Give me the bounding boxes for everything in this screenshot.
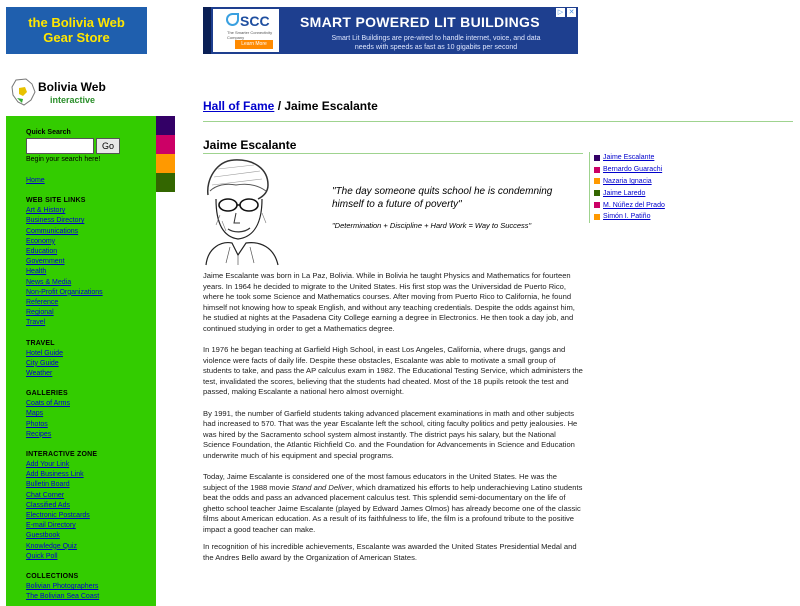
- nav-link-business-directory[interactable]: Business Directory: [26, 217, 85, 225]
- square-bullet-icon: [594, 155, 600, 161]
- nav-link-non-profit[interactable]: Non-Profit Organizations: [26, 288, 103, 296]
- scc-logo-icon: [226, 13, 239, 26]
- gear-banner-line2: Gear Store: [43, 30, 110, 45]
- page-title: Jaime Escalante: [203, 138, 297, 152]
- ad-learn-more-button[interactable]: Learn More: [235, 40, 273, 49]
- divider: [203, 121, 793, 122]
- quick-search-go-button[interactable]: Go: [96, 138, 120, 154]
- breadcrumb-hall-of-fame[interactable]: Hall of Fame: [203, 99, 275, 113]
- square-bullet-icon: [594, 167, 600, 173]
- site-logo[interactable]: [10, 78, 115, 112]
- logo-title: Bolivia Web: [38, 80, 106, 94]
- nav-link-weather[interactable]: Weather: [26, 370, 53, 378]
- nav-link-education[interactable]: Education: [26, 248, 58, 256]
- related-link-jaime-escalante[interactable]: Jaime Escalante: [603, 154, 655, 162]
- related-item: [594, 152, 699, 164]
- related-people-list: [589, 152, 699, 223]
- nav-link-hotel-guide[interactable]: Hotel Guide: [26, 349, 63, 357]
- nav-link-recipes[interactable]: Recipes: [26, 430, 52, 438]
- nav-link-bolivian-photographers[interactable]: Bolivian Photographers: [26, 583, 99, 591]
- article-paragraph: Today, Jaime Escalante is considered one of the most famous educators in the United States. He was the subject of the 1988 movie Stand and Deliver, which dramatized his efforts to help underachieving Latino students beat the odds and pass an advanced placement calculus test. This splendid semi-documentary on the life of ghetto school teacher Jaime Escalante (played by Edward James Olmos) has already become one of the classic films about American education. As a result of its faithfulness to life, the film is a profound tribute to the positive impact a good teacher can make.: [203, 472, 583, 534]
- breadcrumb-current: Jaime Escalante: [284, 99, 378, 113]
- related-link-nazaria-ignacia[interactable]: Nazaria Ignacia: [603, 177, 652, 185]
- related-link-bernardo-guarachi[interactable]: Bernardo Guarachi: [603, 166, 663, 174]
- related-link-jaime-laredo[interactable]: Jaime Laredo: [603, 189, 646, 197]
- article-paragraph: Jaime Escalante was born in La Paz, Bolivia. While in Bolivia he taught Physics and Mathematics for fourteen years. In 1964 he decided to migrate to the United States. His first stop was the Universidad de Puerto Rico, where he took some Science and Mathematics courses. After moving from Puerto Rico to California, he found himself not knowing how to speak English, and without any teaching credentials. Despite the odds against him, he studied at nights at the Pasadena City College earning a degree in Electronics. He then took a day job, and continued studying in order to get a Mathematics degree.: [203, 271, 575, 333]
- color-swatch-magenta: [156, 135, 175, 154]
- square-bullet-icon: [594, 190, 600, 196]
- ad-subtext: Smart Lit Buildings are pre-wired to handle internet, voice, and data needs with speeds as fast as 10 gigabits per second: [331, 35, 541, 51]
- breadcrumb: [203, 99, 378, 113]
- color-swatch-purple: [156, 116, 175, 135]
- movie-title: Stand and Deliver: [291, 482, 353, 492]
- left-sidebar: [6, 116, 156, 606]
- article-paragraph: By 1991, the number of Garfield students taking advanced placement examinations in math and other subjects had increased to 570. That was the year Escalante left the school, citing faculty politics and petty jealousies. He was hired by the Sacramento school system almost instantly. The district pays his salary, but the National Science Foundation, the Atlantic Richfield Co. and the Foundation for Advancements in Science and Education underwrite much of his equipment and special programs.: [203, 408, 578, 460]
- nav-link-news-media[interactable]: News & Media: [26, 278, 72, 286]
- quick-search-input[interactable]: [26, 138, 94, 154]
- nav-link-add-your-link[interactable]: Add Your Link: [26, 461, 70, 469]
- square-bullet-icon: [594, 214, 600, 220]
- nav-link-electronic-postcards[interactable]: Electronic Postcards: [26, 512, 90, 520]
- nav-link-communications[interactable]: Communications: [26, 227, 79, 235]
- nav-link-chat-corner[interactable]: Chat Corner: [26, 491, 65, 499]
- section-heading-travel: TRAVEL: [26, 339, 55, 347]
- nav-link-quick-poll[interactable]: Quick Poll: [26, 552, 58, 560]
- nav-link-knowledge-quiz[interactable]: Knowledge Quiz: [26, 542, 77, 550]
- square-bullet-icon: [594, 202, 600, 208]
- section-heading-collections: COLLECTIONS: [26, 573, 79, 581]
- article-body: [203, 271, 583, 574]
- portrait-image: [202, 155, 282, 265]
- nav-link-maps[interactable]: Maps: [26, 410, 44, 418]
- color-swatch-orange: [156, 154, 175, 173]
- related-item: [594, 187, 699, 199]
- nav-link-email-directory[interactable]: E-mail Directory: [26, 522, 76, 530]
- article-paragraph: In recognition of his incredible achievements, Escalante was awarded the United States Presidential Medal and the Andres Bello award by the Organization of American States.: [203, 542, 577, 562]
- related-item: [594, 164, 699, 176]
- nav-link-photos[interactable]: Photos: [26, 420, 48, 428]
- article-paragraph: In 1976 he began teaching at Garfield High School, in east Los Angeles, California, where drugs, gangs and violence were facts of daily life. Despite these obstacles, Escalante was able to motivate a small group of students to take, and pass the AP calculus exam in 1982. The Educational Testing Service, which administers the test, invalidated the scores, believing that the students had cheated. Most of the 18 pupils retook the test and passed, making Escalante a national hero almost overnight.: [203, 345, 583, 396]
- related-item: [594, 176, 699, 188]
- related-item: [594, 199, 699, 211]
- ad-brand-sub: The Smarter Connectivity Company: [227, 30, 273, 40]
- nav-link-economy[interactable]: Economy: [26, 237, 56, 245]
- ad-brand: SCC: [240, 13, 270, 29]
- title-divider: [203, 153, 583, 154]
- ad-headline: SMART POWERED LIT BUILDINGS: [300, 14, 540, 30]
- scc-logo: [213, 9, 279, 52]
- nav-link-reference[interactable]: Reference: [26, 299, 59, 307]
- quick-search-label: Quick Search: [26, 129, 71, 136]
- color-swatch-green: [156, 173, 175, 192]
- info-icon[interactable]: ▷: [557, 9, 564, 16]
- nav-link-coats-of-arms[interactable]: Coats of Arms: [26, 400, 70, 408]
- logo-subtitle: interactive: [50, 95, 96, 105]
- motto: "Determination + Discipline + Hard Work = Way to Success": [332, 221, 532, 230]
- nav-link-classified-ads[interactable]: Classified Ads: [26, 501, 70, 509]
- close-icon[interactable]: ✕: [568, 9, 575, 16]
- bolivia-map-icon: [10, 78, 36, 108]
- nav-link-health[interactable]: Health: [26, 268, 47, 276]
- section-heading-galleries: GALLERIES: [26, 390, 68, 398]
- nav-link-city-guide[interactable]: City Guide: [26, 359, 59, 367]
- quote: "The day someone quits school he is condemning himself to a future of poverty": [332, 186, 553, 210]
- related-link-nunez-del-prado[interactable]: M. Núñez del Prado: [603, 201, 665, 209]
- advertisement-banner[interactable]: [188, 7, 578, 54]
- square-bullet-icon: [594, 178, 600, 184]
- nav-link-bolivian-sea-coast[interactable]: The Bolivian Sea Coast: [26, 593, 100, 601]
- nav-link-home[interactable]: Home: [26, 177, 45, 184]
- related-link-simon-patino[interactable]: Simón I. Patiño: [603, 213, 651, 221]
- section-heading-web-site-links: WEB SITE LINKS: [26, 197, 86, 205]
- breadcrumb-separator: /: [274, 99, 285, 113]
- related-item: [594, 211, 699, 223]
- quick-search-help: Begin your search here!: [26, 156, 101, 163]
- gear-banner-line1: the Bolivia Web: [28, 15, 125, 30]
- nav-link-travel[interactable]: Travel: [26, 319, 46, 327]
- ad-info-tag[interactable]: AD INFO: [203, 7, 211, 54]
- nav-link-bulletin-board[interactable]: Bulletin Board: [26, 481, 70, 489]
- section-heading-interactive-zone: INTERACTIVE ZONE: [26, 451, 98, 459]
- nav-link-add-business-link[interactable]: Add Business Link: [26, 471, 84, 479]
- nav-link-government[interactable]: Government: [26, 258, 65, 266]
- nav-link-guestbook[interactable]: Guestbook: [26, 532, 60, 540]
- nav-link-regional[interactable]: Regional: [26, 309, 54, 317]
- nav-link-art-history[interactable]: Art & History: [26, 207, 66, 215]
- gear-store-banner[interactable]: [6, 7, 147, 54]
